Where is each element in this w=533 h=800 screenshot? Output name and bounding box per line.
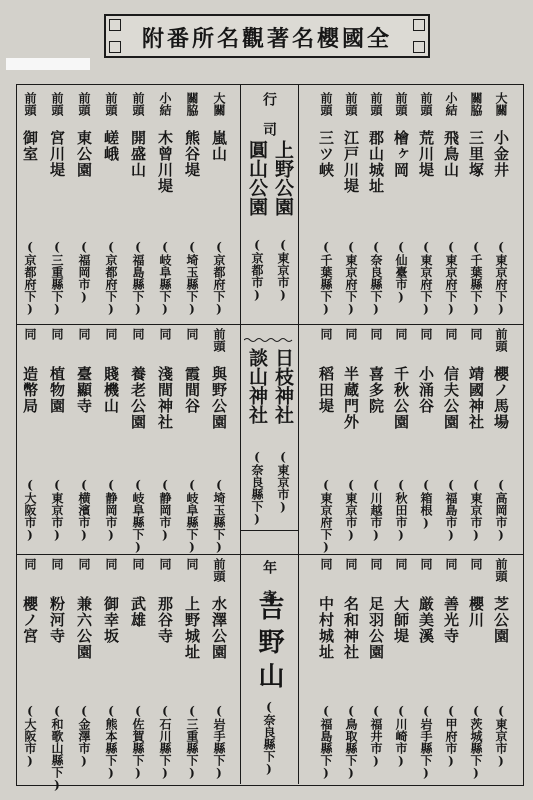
rank-label: 大關 — [212, 92, 226, 116]
rank-label: 同 — [344, 328, 358, 340]
rank-label: 小結 — [444, 92, 458, 116]
place-location: (東京府下) — [344, 240, 358, 316]
rank-label: 前頭 — [494, 328, 508, 352]
place-location: (京都府下) — [104, 240, 118, 316]
place-location: (仙臺市) — [394, 240, 408, 304]
place-location: (静岡市) — [158, 478, 172, 542]
rank-label: 同 — [319, 558, 333, 570]
rank-label: 前頭 — [23, 92, 37, 116]
place-location: (鳥取縣下) — [344, 704, 358, 780]
place-location: (川越市) — [369, 478, 383, 542]
place-location: (千葉縣下) — [319, 240, 333, 316]
rank-label: 前頭 — [419, 92, 433, 116]
place-location: (茨城縣下) — [469, 704, 483, 780]
place-name: 小金井 — [492, 130, 510, 178]
rank-label: 同 — [419, 558, 433, 570]
center-mid-loc-1: (東京市) — [276, 450, 290, 514]
rank-label: 前頭 — [212, 328, 226, 352]
place-location: (東京市) — [50, 478, 64, 542]
place-name: 稻田堤 — [317, 366, 335, 414]
place-location: (東京府下) — [444, 240, 458, 316]
place-location: (岐阜縣下) — [158, 240, 172, 316]
place-name: 養老公園 — [129, 366, 147, 430]
place-name: 開盛山 — [129, 130, 147, 178]
place-name: 櫻川 — [467, 596, 485, 628]
place-name: 賤機山 — [102, 366, 120, 414]
center-top-entry-2: 圓山公園 — [246, 140, 268, 216]
rank-label: 同 — [77, 558, 91, 570]
center-right-line — [298, 84, 299, 784]
center-bottom-entry: 吉野山 — [254, 594, 284, 696]
rank-label: 同 — [344, 558, 358, 570]
place-name: 小涌谷 — [417, 366, 435, 414]
rank-label: 前頭 — [104, 92, 118, 116]
place-name: 木曾川堤 — [156, 130, 174, 194]
place-name: 芝公園 — [492, 596, 510, 644]
place-location: (埼玉縣下) — [212, 478, 226, 554]
rank-label: 同 — [77, 328, 91, 340]
place-location: (熊本縣下) — [104, 704, 118, 780]
rank-label: 前頭 — [77, 92, 91, 116]
center-top-loc-2: (京都市) — [250, 238, 264, 302]
wavy-divider — [244, 337, 294, 343]
center-mid-loc-2: (奈良縣下) — [250, 450, 264, 526]
place-location: (京都府下) — [212, 240, 226, 316]
place-name: 與野公園 — [210, 366, 228, 430]
place-name: 東公園 — [75, 130, 93, 178]
rank-label: 關脇 — [185, 92, 199, 116]
place-location: (佐賀縣下) — [131, 704, 145, 780]
rank-label: 同 — [369, 328, 383, 340]
rank-label: 同 — [158, 558, 172, 570]
place-name: 大師堤 — [392, 596, 410, 644]
page-title: 附番所名觀著名櫻國全 — [141, 26, 392, 52]
place-location: (横濱市) — [77, 478, 91, 542]
place-name: 三ツ峡 — [317, 130, 335, 178]
place-location: (和歌山縣下) — [50, 704, 64, 792]
place-location: (福島市) — [444, 478, 458, 542]
rank-label: 關脇 — [469, 92, 483, 116]
place-location: (岐阜縣下) — [185, 478, 199, 554]
place-location: (三重縣下) — [50, 240, 64, 316]
place-name: 櫻ノ宮 — [21, 596, 39, 644]
rank-label: 前頭 — [50, 92, 64, 116]
rank-label: 同 — [131, 328, 145, 340]
place-name: 荒川堤 — [417, 130, 435, 178]
place-name: 三里塚 — [467, 130, 485, 178]
rank-label: 同 — [104, 558, 118, 570]
place-location: (川崎市) — [394, 704, 408, 768]
rank-label: 前頭 — [212, 558, 226, 582]
place-name: 臺顯寺 — [75, 366, 93, 414]
place-location: (福島縣下) — [319, 704, 333, 780]
place-name: 造幣局 — [21, 366, 39, 414]
rank-label: 同 — [131, 558, 145, 570]
center-top-loc-1: (東京市) — [276, 238, 290, 302]
place-location: (三重縣下) — [185, 704, 199, 780]
rank-label: 同 — [419, 328, 433, 340]
place-name: 嵐山 — [210, 130, 228, 162]
place-name: 靖國神社 — [467, 366, 485, 430]
toshiyori-label: 年 寄 — [261, 560, 277, 604]
rank-label: 同 — [369, 558, 383, 570]
center-mid-entry-2: 談山神社 — [246, 348, 268, 424]
rank-label: 同 — [23, 558, 37, 570]
place-location: (東京市) — [494, 704, 508, 768]
rank-label: 同 — [394, 328, 408, 340]
place-name: 中村城址 — [317, 596, 335, 660]
place-location: (東京市) — [344, 478, 358, 542]
rank-label: 前頭 — [344, 92, 358, 116]
place-location: (東京市) — [469, 478, 483, 542]
white-patch — [6, 58, 90, 70]
place-name: 霞間谷 — [183, 366, 201, 414]
place-name: 信夫公園 — [442, 366, 460, 430]
place-location: (高岡市) — [494, 478, 508, 542]
center-bottom-loc: (奈良縣下) — [262, 700, 276, 776]
place-name: 兼六公園 — [75, 596, 93, 660]
rank-label: 同 — [444, 328, 458, 340]
place-location: (大阪市) — [23, 704, 37, 768]
rank-label: 同 — [185, 558, 199, 570]
place-location: (福岡市) — [77, 240, 91, 304]
divider-2 — [16, 554, 523, 555]
place-location: (甲府市) — [444, 704, 458, 768]
place-location: (福井市) — [369, 704, 383, 768]
place-name: 飛鳥山 — [442, 130, 460, 178]
rank-label: 前頭 — [394, 92, 408, 116]
rank-label: 前頭 — [369, 92, 383, 116]
center-left-line — [240, 84, 241, 784]
place-location: (金澤市) — [77, 704, 91, 768]
place-name: 粉河寺 — [48, 596, 66, 644]
place-name: 千秋公園 — [392, 366, 410, 430]
place-name: 半蔵門外 — [342, 366, 360, 430]
place-location: (岩手縣下) — [419, 704, 433, 780]
rank-label: 前頭 — [131, 92, 145, 116]
place-location: (福島縣下) — [131, 240, 145, 316]
place-name: 御室 — [21, 130, 39, 162]
rank-label: 前頭 — [494, 558, 508, 582]
gyoji-label: 行 司 — [261, 92, 277, 136]
rank-label: 小結 — [158, 92, 172, 116]
rank-label: 前頭 — [319, 92, 333, 116]
rank-label: 同 — [319, 328, 333, 340]
place-location: (石川縣下) — [158, 704, 172, 780]
rank-label: 同 — [469, 558, 483, 570]
place-name: 足羽公園 — [367, 596, 385, 660]
rank-label: 同 — [50, 558, 64, 570]
place-name: 厳美溪 — [417, 596, 435, 644]
place-name: 郡山城址 — [367, 130, 385, 194]
place-name: 上野城址 — [183, 596, 201, 660]
place-location: (大阪市) — [23, 478, 37, 542]
rank-label: 同 — [23, 328, 37, 340]
place-name: 喜多院 — [367, 366, 385, 414]
rank-label: 同 — [104, 328, 118, 340]
place-name: 武雄 — [129, 596, 147, 628]
place-name: 熊谷堤 — [183, 130, 201, 178]
place-name: 植物園 — [48, 366, 66, 414]
place-location: (岩手縣下) — [212, 704, 226, 780]
place-name: 宮川堤 — [48, 130, 66, 178]
place-location: (埼玉縣下) — [185, 240, 199, 316]
place-name: 櫻ノ馬場 — [492, 366, 510, 430]
place-name: 檜ヶ岡 — [392, 130, 410, 178]
place-name: 淺間神社 — [156, 366, 174, 430]
rank-label: 同 — [469, 328, 483, 340]
center-top-entry-1: 上野公園 — [272, 140, 294, 216]
place-name: 那谷寺 — [156, 596, 174, 644]
place-name: 水澤公園 — [210, 596, 228, 660]
place-location: (奈良縣下) — [369, 240, 383, 316]
place-location: (東京府下) — [494, 240, 508, 316]
place-name: 善光寺 — [442, 596, 460, 644]
place-location: (静岡市) — [104, 478, 118, 542]
rank-label: 同 — [394, 558, 408, 570]
place-location: (東京府下) — [319, 478, 333, 554]
rank-label: 同 — [185, 328, 199, 340]
place-location: (秋田市) — [394, 478, 408, 542]
place-location: (箱根) — [419, 478, 433, 530]
place-name: 名和神社 — [342, 596, 360, 660]
title-box — [104, 14, 430, 58]
place-location: (千葉縣下) — [469, 240, 483, 316]
rank-label: 同 — [50, 328, 64, 340]
center-mid-entry-1: 日枝神社 — [272, 348, 294, 424]
place-location: (東京府下) — [419, 240, 433, 316]
rank-label: 同 — [444, 558, 458, 570]
place-location: (岐阜縣下) — [131, 478, 145, 554]
place-name: 御幸坂 — [102, 596, 120, 644]
place-name: 江戸川堤 — [342, 130, 360, 194]
rank-label: 同 — [158, 328, 172, 340]
place-location: (京都府下) — [23, 240, 37, 316]
divider-1 — [16, 324, 523, 325]
center-divider — [240, 530, 298, 531]
place-name: 嵯峨 — [102, 130, 120, 162]
rank-label: 大關 — [494, 92, 508, 116]
